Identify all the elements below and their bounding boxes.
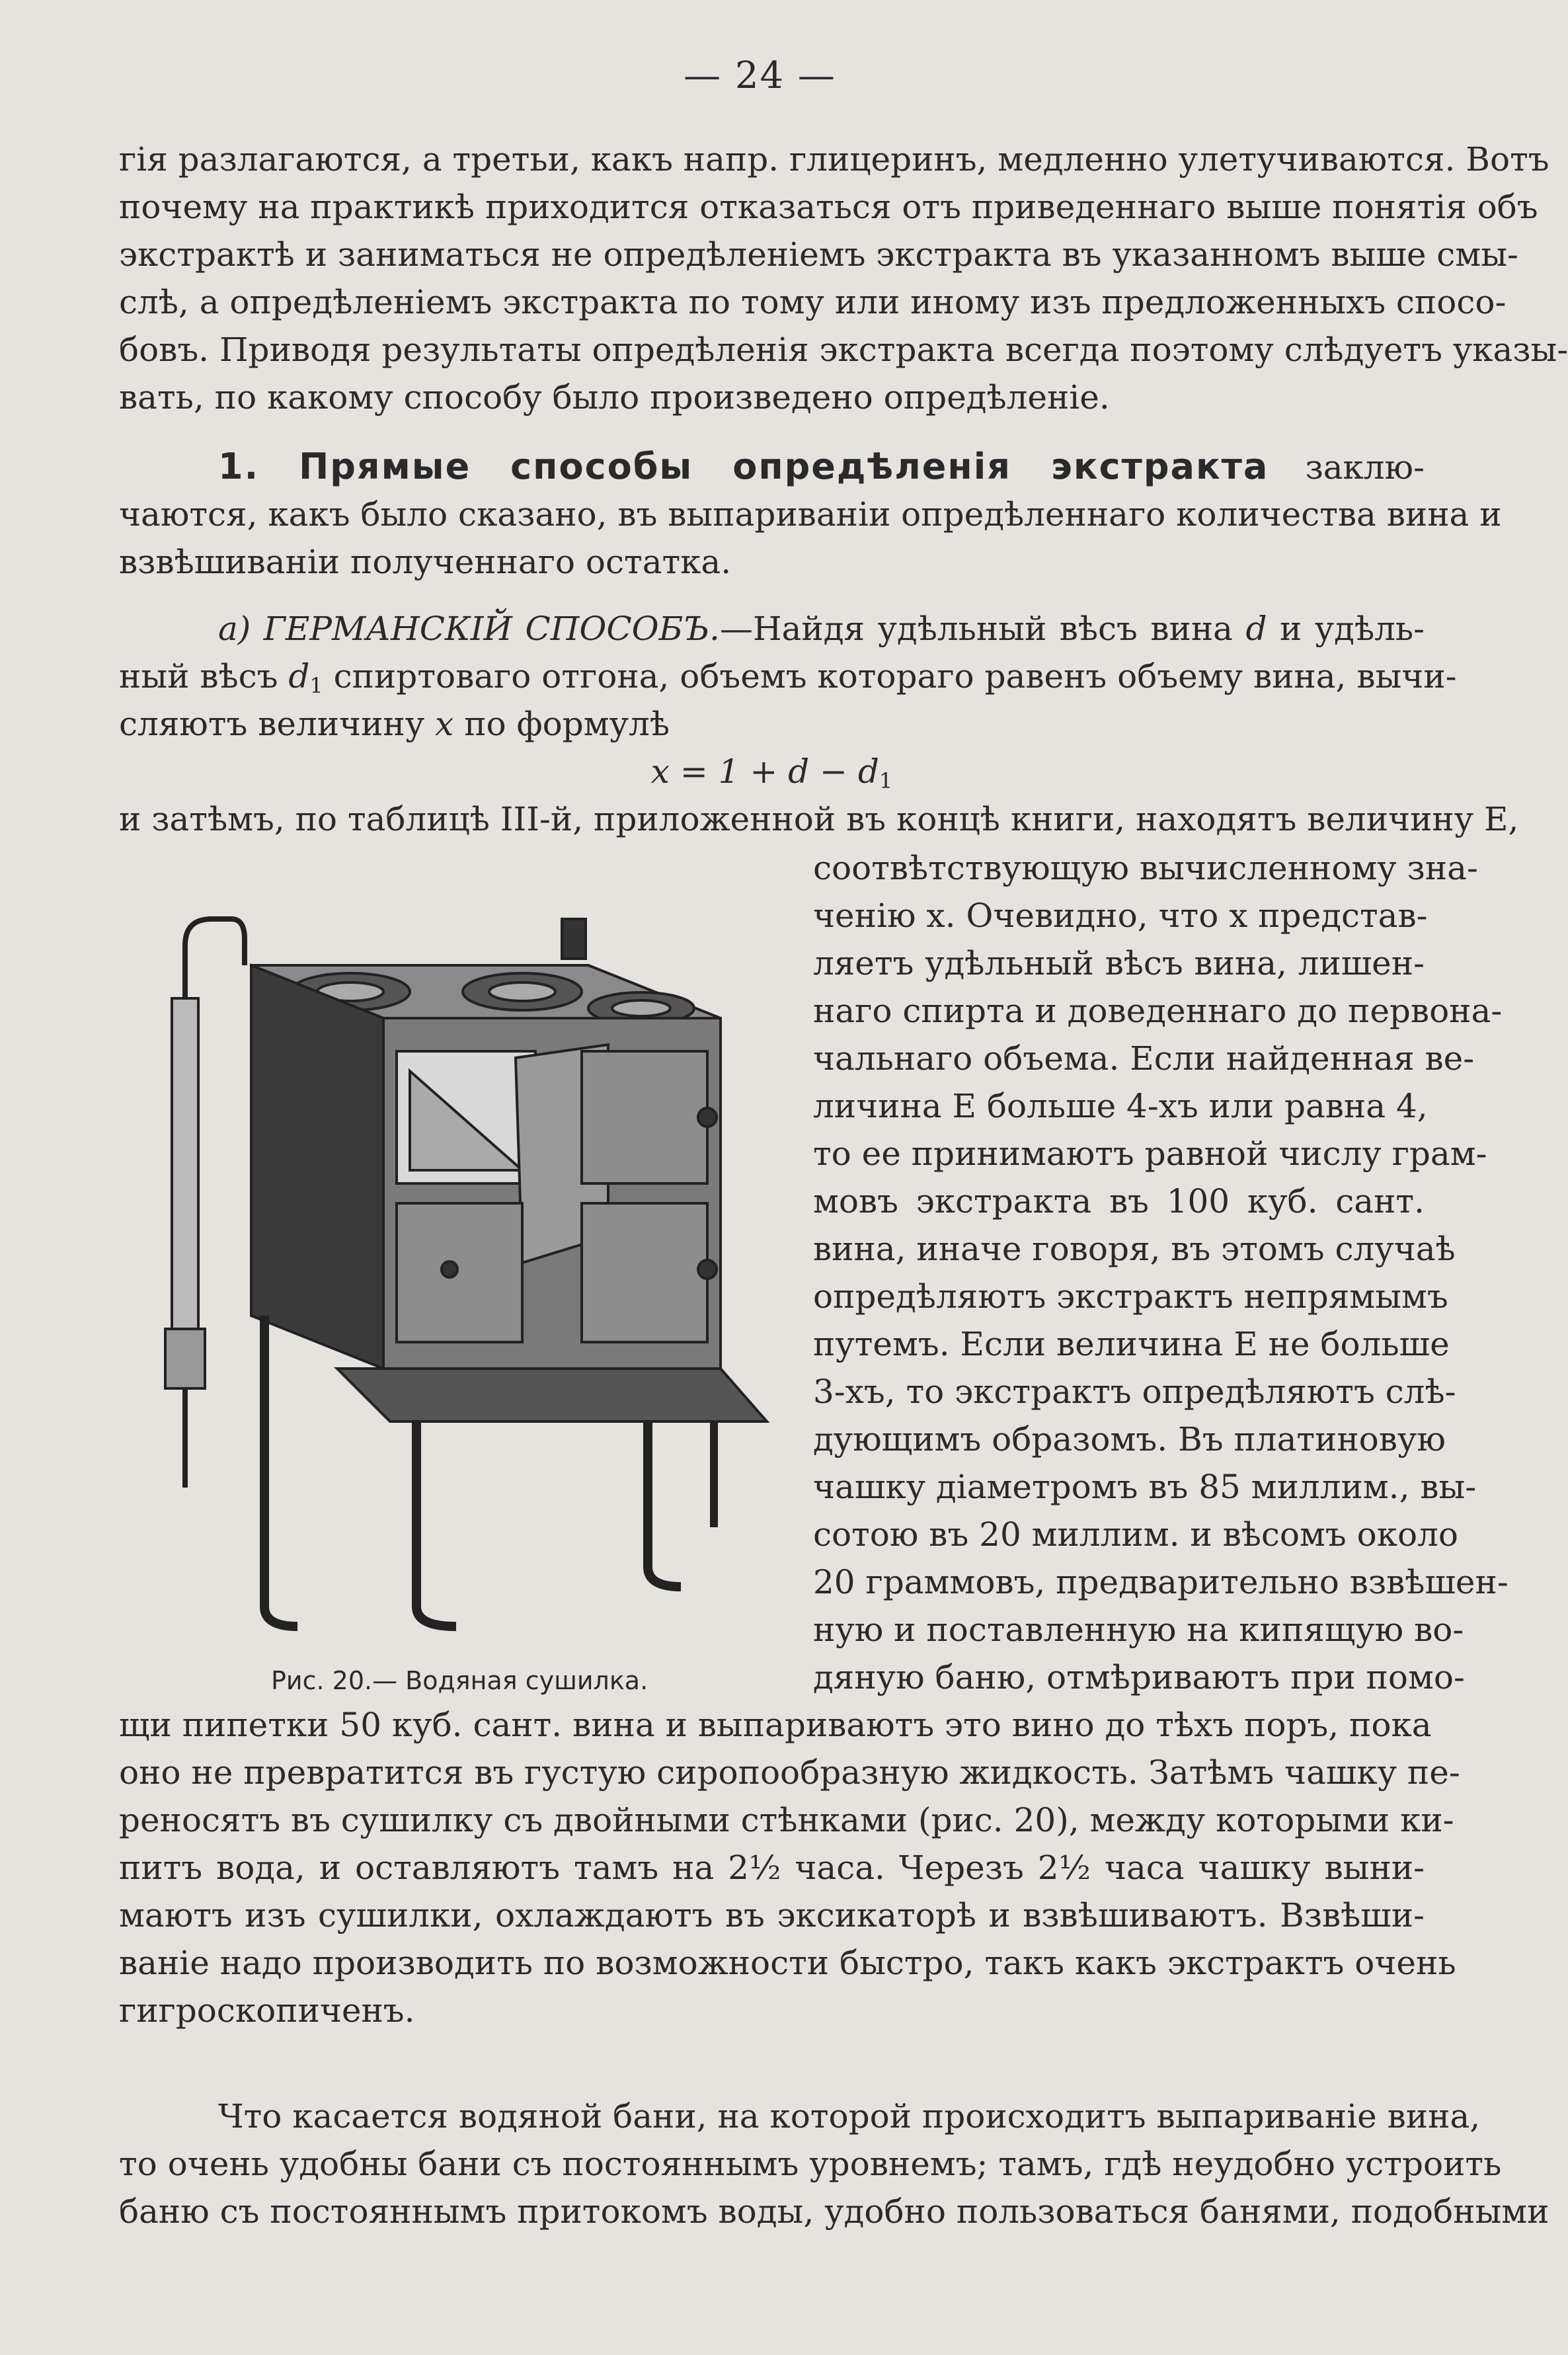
text-line: бовъ. Приводя результаты опредѣленія экстракта всегда поэтому слѣдуетъ указы-	[119, 331, 1568, 369]
german-method-line-3: сляютъ величину x по формулѣ	[119, 705, 670, 743]
figure-water-dryer	[152, 893, 787, 1686]
intro-paragraph	[119, 136, 1568, 421]
text-line: то ее принимаютъ равной числу грам-	[813, 1135, 1487, 1173]
text-line: то очень удобны бани съ постояннымъ уровнемъ; тамъ, гдѣ неудобно устроить	[119, 2145, 1502, 2183]
text-line: вать, по какому способу было произведено опредѣленіе.	[119, 378, 1110, 417]
text-line: почему на практикѣ приходится отказаться отъ приведеннаго выше понятія объ	[119, 188, 1538, 226]
variable-d1: d	[288, 657, 310, 696]
section-heading-tail: заклю-	[1305, 448, 1425, 487]
method-label: а) ГЕРМАНСКІЙ СПОСОБЪ.	[218, 610, 720, 648]
text-line: ную и поставленную на кипящую во-	[813, 1611, 1464, 1649]
text-line: ляетъ удѣльный вѣсъ вина, лишен-	[813, 944, 1425, 982]
text-line: Что касается водяной бани, на которой происходитъ выпариваніе вина,	[218, 2097, 1481, 2135]
section-heading: 1. Прямые способы опредѣленія экстракта	[218, 446, 1269, 487]
text-line: дяную баню, отмѣриваютъ при помо-	[813, 1658, 1465, 1696]
section-direct-methods	[119, 443, 1502, 586]
text-line: вина, иначе говоря, въ этомъ случаѣ	[813, 1230, 1456, 1268]
text-line: опредѣляютъ экстрактъ непрямымъ	[813, 1277, 1448, 1316]
variable-x: x	[435, 705, 454, 743]
text-line: гигроскопиченъ.	[119, 1991, 415, 2030]
text-line: баню съ постояннымъ притокомъ воды, удобно пользоваться банями, подобными	[119, 2192, 1549, 2231]
text-line: чашку діаметромъ въ 85 миллим., вы-	[813, 1468, 1477, 1506]
text-line: и затѣмъ, по таблицѣ III-й, приложенной въ концѣ книги, находятъ величину E,	[119, 800, 1519, 838]
text-line: личина E больше 4-хъ или равна 4,	[813, 1087, 1428, 1125]
section-heading-line	[119, 443, 1425, 491]
variable-d: d	[1245, 610, 1267, 648]
text-line: 20 граммовъ, предварительно взвѣшен-	[813, 1563, 1509, 1601]
text-line: мовъ экстракта въ 100 куб. сант.	[813, 1182, 1425, 1220]
text-line: оно не превратится въ густую сиропообразную жидкость. Затѣмъ чашку пе-	[119, 1753, 1460, 1792]
text-line: питъ вода, и оставляютъ тамъ на 2½ часа. Черезъ 2½ часа чашку выни-	[119, 1849, 1425, 1887]
text-line: чаются, какъ было сказано, въ выпариваніи опредѣленнаго количества вина и	[119, 495, 1502, 534]
text-line: дующимъ образомъ. Въ платиновую	[813, 1420, 1446, 1458]
text-line: ваніе надо производить по возможности быстро, такъ какъ экстрактъ очень	[119, 1944, 1456, 1982]
text-line: сотою въ 20 миллим. и вѣсомъ около	[813, 1515, 1458, 1554]
text-line: слѣ, а опредѣленіемъ экстракта по тому или иному изъ предложенныхъ спосо-	[119, 283, 1507, 321]
german-method-line-2: ный вѣсъ $d_1$ спиртоваго отгона, объемъ котораго равенъ объему вина, вычи-	[119, 657, 1457, 698]
after-figure-paragraph	[119, 1701, 1460, 2034]
text-line: экстрактѣ и заниматься не опредѣленіемъ экстракта въ указанномъ выше смы-	[119, 235, 1518, 274]
german-method	[119, 605, 1519, 843]
wrapped-text-column	[813, 844, 1509, 1701]
formula: $x = 1 + d - d_1$	[650, 752, 893, 793]
text-line: маютъ изъ сушилки, охлаждаютъ въ эксикаторѣ и взвѣшиваютъ. Взвѣши-	[119, 1896, 1425, 1935]
text-line: щи пипетки 50 куб. сант. вина и выпариваютъ это вино до тѣхъ поръ, пока	[119, 1706, 1432, 1744]
text-line: 3-хъ, то экстрактъ опредѣляютъ слѣ-	[813, 1373, 1456, 1411]
figure-caption: Рис. 20.— Водяная сушилка.	[271, 1666, 648, 1695]
text-line: гія разлагаются, а третьи, какъ напр. глицеринъ, медленно улетучиваются. Вотъ	[119, 140, 1549, 179]
text-line: взвѣшиваніи полученнаго остатка.	[119, 543, 732, 581]
text-line: соотвѣтствующую вычисленному зна-	[813, 849, 1478, 887]
text-line: ченію x. Очевидно, что x представ-	[813, 897, 1428, 935]
text-line: путемъ. Если величина E не больше	[813, 1325, 1450, 1363]
water-dryer-illustration	[152, 893, 787, 1653]
page-number: — 24 —	[684, 54, 836, 97]
text-line: реносятъ въ сушилку съ двойными стѣнками (рис. 20), между которыми ки-	[119, 1801, 1454, 1839]
text-line: чальнаго объема. Если найденная ве-	[813, 1039, 1475, 1078]
water-bath-paragraph	[119, 2093, 1549, 2235]
text-line: наго спирта и доведеннаго до первона-	[813, 992, 1503, 1030]
german-method-line-1: а) ГЕРМАНСКІЙ СПОСОБЪ.—Найдя удѣльный вѣсъ вина d и удѣль-	[218, 610, 1425, 648]
